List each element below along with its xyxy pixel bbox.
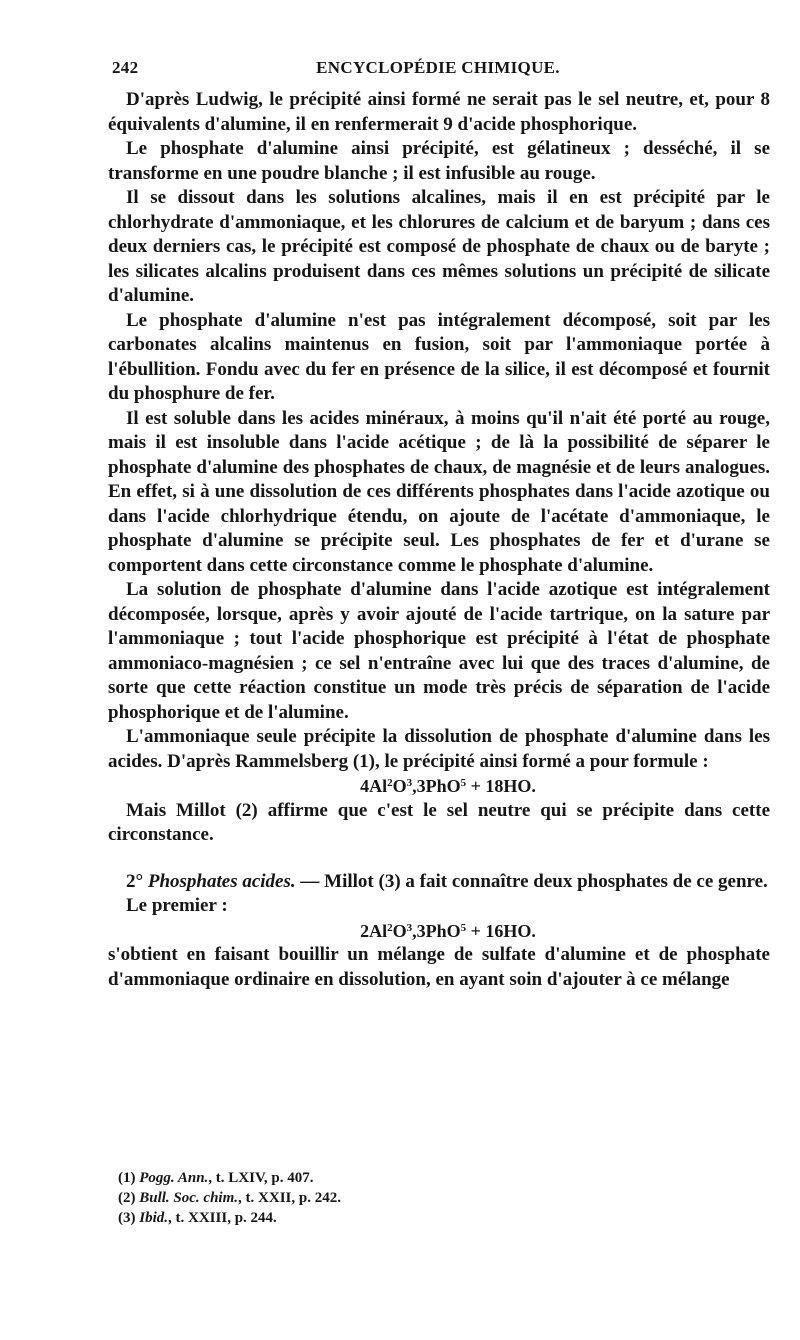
body-text: [108, 88, 770, 992]
paragraph-soluble: Il est soluble dans les acides minéraux, à moins qu'il n'ait été porté au rouge, mais il est insoluble dans l'acide acétique ; de là la possibilité de séparer le phosphate d'alumine des phosphates de chaux, de magnésie et de leurs analogues. En effet, si à une dissolution de ces différents phosphates dans l'acide azotique ou dans l'acide chlorhydrique étendu, on ajoute de l'acétate d'ammoniaque, le phosphate d'alumine se précipite seul. Les phosphates de fer et d'urane se comportent dans cette circonstance comme le phosphate d'alumine.: [108, 407, 770, 576]
paragraph-gelatineux: Le phosphate d'alumine ainsi précipité, est gélatineux ; desséché, il se transforme en une poudre blanche ; il est infusible au rouge.: [108, 138, 770, 184]
page-header: [108, 58, 768, 82]
section-title: Phosphates acides.: [147, 870, 296, 892]
paragraph-azotique: La solution de phosphate d'alumine dans l'acide azotique est intégralement décomposée, lorsque, après y avoir ajouté de l'acide tartrique, on la sature par l'ammoniaque ; tout l'acide phosphorique est précipité à l'état de phosphate ammoniaco-magnésien ; ce sel n'entraîne avec lui que des traces d'alumine, de sorte que cette réaction constitue un mode très précis de séparation de l'acide phosphorique et de l'alumine.: [108, 579, 770, 723]
formula-premier: $2Al^2O^3,3PhO^5 + 16HO$.: [360, 920, 536, 941]
footnote-2: (2) Bull. Soc. chim., t. XXII, p. 242.: [118, 1190, 341, 1206]
paragraph-ammoniaque: L'ammoniaque seule précipite la dissolution de phosphate d'alumine dans les acides. D'après Rammelsberg (1), le précipité ainsi formé a pour formule :: [108, 726, 770, 772]
section-phosphates-acides: [108, 870, 770, 895]
footnote-3: (3) Ibid., t. XXIII, p. 244.: [118, 1210, 277, 1226]
paragraph-obtient: s'obtient en faisant bouillir un mélange de sulfate d'alumine et de phosphate d'ammoniaque ordinaire en dissolution, en ayant soin d'ajouter à ce mélange: [108, 944, 770, 990]
running-title: ENCYCLOPÉDIE CHIMIQUE.: [316, 58, 560, 77]
paragraph-premier: Le premier :: [126, 895, 228, 916]
paragraph-decompose: Le phosphate d'alumine n'est pas intégralement décomposé, soit par les carbonates alcalins maintenus en fusion, soit par l'ammoniaque portée à l'ébullition. Fondu avec du fer en présence de la silice, il est décomposé et fournit du phosphure de fer.: [108, 309, 770, 404]
footnotes: [118, 1168, 718, 1228]
paragraph-ludwig: D'après Ludwig, le précipité ainsi formé ne serait pas le sel neutre, et, pour 8 équivalents d'alumine, il en renfermerait 9 d'acide phosphorique.: [108, 89, 770, 135]
paragraph-millot: Mais Millot (2) affirme que c'est le sel neutre qui se précipite dans cette circonstance.: [108, 799, 770, 845]
footnote-1: (1) Pogg. Ann., t. LXIV, p. 407.: [118, 1170, 314, 1186]
formula-rammelsberg: $4Al^2O^3,3PhO^5 + 18HO$.: [360, 776, 536, 796]
section-text: — Millot (3) a fait connaître deux phosphates de ce genre.: [295, 870, 768, 892]
section-number: 2°: [126, 870, 144, 892]
page-number: 242: [112, 58, 139, 77]
paragraph-dissout: Il se dissout dans les solutions alcalines, mais il en est précipité par le chlorhydrate d'ammoniaque, et les chlorures de calcium et de baryum ; dans ces deux derniers cas, le précipité est composé de phosphate de chaux ou de baryte ; les silicates alcalins produisent dans ces mêmes solutions un précipité de silicate d'alumine.: [108, 187, 770, 306]
